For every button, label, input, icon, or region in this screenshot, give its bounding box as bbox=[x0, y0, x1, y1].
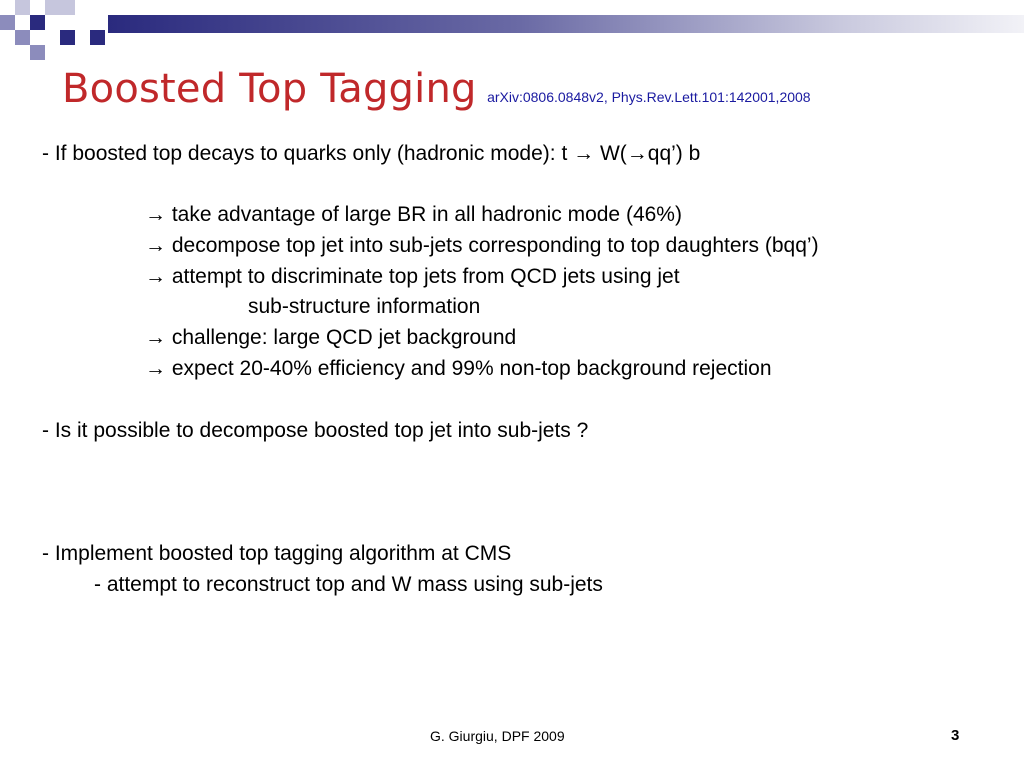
bullet-line: → challenge: large QCD jet background bbox=[145, 326, 517, 349]
decor-square bbox=[60, 0, 75, 15]
bullet-line: sub-structure information bbox=[248, 295, 481, 318]
bullet-line: - Is it possible to decompose boosted top jet into sub-jets ? bbox=[42, 419, 589, 442]
bullet-line: - attempt to reconstruct top and W mass using sub-jets bbox=[94, 573, 603, 596]
decor-square bbox=[0, 15, 15, 30]
decor-square bbox=[90, 30, 105, 45]
slide-title: Boosted Top Tagging bbox=[62, 66, 477, 112]
bullet-line: → take advantage of large BR in all hadronic mode (46%) bbox=[145, 203, 682, 226]
header-gradient-band bbox=[108, 15, 1024, 33]
page-number: 3 bbox=[951, 727, 960, 744]
bullet-line: → expect 20-40% efficiency and 99% non-top background rejection bbox=[145, 357, 772, 380]
bullet-line: - Implement boosted top tagging algorithm at CMS bbox=[42, 542, 512, 565]
footer-text: G. Giurgiu, DPF 2009 bbox=[430, 728, 565, 744]
bullet-line: - If boosted top decays to quarks only (hadronic mode): t → W(→qq’) b bbox=[42, 142, 701, 165]
decor-square bbox=[30, 15, 45, 30]
bullet-line: → decompose top jet into sub-jets corresponding to top daughters (bqq’) bbox=[145, 234, 819, 257]
decor-square bbox=[45, 0, 60, 15]
decor-square bbox=[15, 30, 30, 45]
decor-square bbox=[30, 45, 45, 60]
bullet-line: → attempt to discriminate top jets from QCD jets using jet bbox=[145, 265, 680, 288]
decor-square bbox=[60, 30, 75, 45]
reference-citation: arXiv:0806.0848v2, Phys.Rev.Lett.101:142001,2008 bbox=[487, 89, 811, 105]
title-row bbox=[62, 66, 811, 112]
decor-square bbox=[15, 0, 30, 15]
